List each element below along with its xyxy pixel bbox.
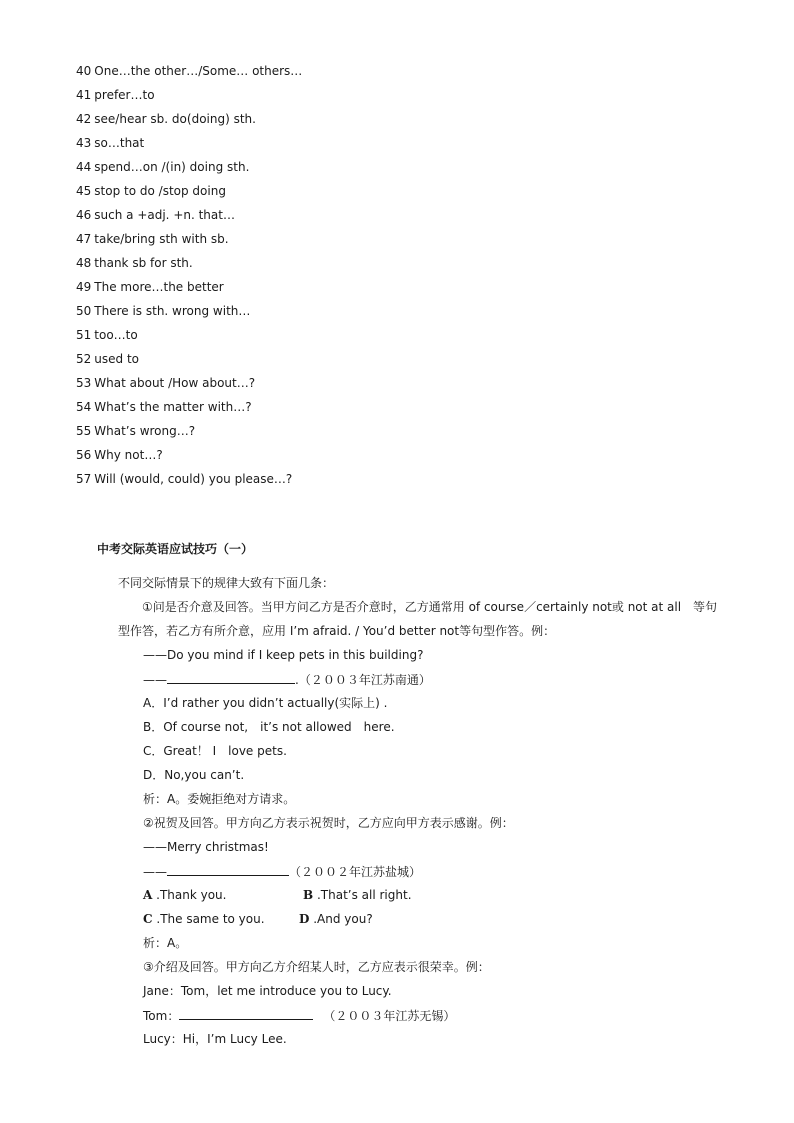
example-2-analysis: 析：A。	[143, 936, 188, 950]
phrase-text: There is sth. wrong with…	[94, 304, 251, 318]
options-row-ab	[143, 887, 412, 903]
list-item	[76, 375, 255, 391]
list-item	[76, 423, 195, 439]
example-1-analysis: 析：A。委婉拒绝对方请求。	[143, 792, 296, 806]
phrase-text: What’s wrong…?	[94, 424, 196, 438]
option-d	[299, 911, 373, 927]
list-item	[76, 327, 138, 343]
phrase-number: 54	[76, 400, 92, 414]
option-text: .The same to you.	[152, 912, 265, 926]
rule-2-text: ②祝贺及回答。甲方向乙方表示祝贺时，乙方应向甲方表示感谢。例：	[143, 816, 514, 830]
option-letter: D	[299, 912, 310, 926]
phrase-text: used to	[94, 352, 139, 366]
list-item	[76, 111, 256, 127]
phrase-number: 42	[76, 112, 92, 126]
list-item	[76, 87, 155, 103]
option-a	[143, 888, 226, 902]
phrase-text: so…that	[94, 136, 145, 150]
option-c: C．Great！ I love pets.	[143, 744, 287, 758]
phrase-text: see/hear sb. do(doing) sth.	[94, 112, 256, 126]
example-2-question: ——Merry christmas!	[143, 840, 269, 854]
list-item	[76, 207, 235, 223]
example-2-answer	[143, 863, 421, 880]
option-text: .And you?	[309, 912, 373, 926]
phrase-number: 44	[76, 160, 92, 174]
option-c	[143, 912, 265, 926]
section-intro: 不同交际情景下的规律大致有下面几条：	[118, 576, 335, 590]
rule-1-text-continued: 型作答，若乙方有所介意，应用 I’m afraid. / You’d better not等句型作答。例：	[118, 624, 556, 638]
phrase-number: 48	[76, 256, 92, 270]
list-item	[76, 351, 139, 367]
phrase-text: prefer…to	[94, 88, 155, 102]
phrase-text: too…to	[94, 328, 138, 342]
phrase-number: 49	[76, 280, 92, 294]
answer-blank	[179, 1007, 313, 1020]
phrase-number: 43	[76, 136, 92, 150]
phrase-number: 55	[76, 424, 92, 438]
option-text: .Thank you.	[152, 888, 227, 902]
phrase-text: stop to do /stop doing	[94, 184, 226, 198]
example-3-line-2	[143, 1007, 455, 1024]
rule-3-text: ③介绍及回答。甲方向乙方介绍某人时，乙方应表示很荣幸。例：	[143, 960, 490, 974]
option-b	[303, 887, 412, 903]
example-3-line-1: Jane：Tom，let me introduce you to Lucy.	[143, 984, 392, 998]
phrase-text: take/bring sth with sb.	[94, 232, 229, 246]
list-item	[76, 63, 302, 79]
option-letter: A	[143, 888, 153, 902]
phrase-number: 51	[76, 328, 92, 342]
phrase-number: 41	[76, 88, 92, 102]
phrase-number: 57	[76, 472, 92, 486]
phrase-text: such a +adj. +n. that…	[94, 208, 235, 222]
dash: ——	[143, 673, 167, 687]
source-note: （２００２年江苏盐城）	[289, 865, 422, 879]
list-item	[76, 279, 224, 295]
phrase-number: 53	[76, 376, 92, 390]
example-1-question: ——Do you mind if I keep pets in this building?	[143, 648, 424, 662]
phrase-number: 46	[76, 208, 92, 222]
phrase-number: 47	[76, 232, 92, 246]
option-a: A．I’d rather you didn’t actually(实际上) .	[143, 696, 388, 710]
answer-blank	[167, 863, 289, 876]
option-d: D．No,you can’t.	[143, 768, 245, 782]
phrase-text: Will (would, could) you please…?	[94, 472, 293, 486]
list-item	[76, 303, 250, 319]
dash: ——	[143, 865, 167, 879]
example-1-answer	[143, 671, 431, 688]
phrase-text: The more…the better	[94, 280, 224, 294]
option-b: B．Of course not, it’s not allowed here.	[143, 720, 395, 734]
phrase-text: Why not…?	[94, 448, 163, 462]
section-title: 中考交际英语应试技巧（一）	[97, 542, 254, 556]
list-item	[76, 135, 144, 151]
phrase-number: 50	[76, 304, 92, 318]
list-item	[76, 255, 193, 271]
phrase-number: 52	[76, 352, 92, 366]
source-note: （２００３年江苏无锡）	[323, 1009, 456, 1023]
source-note: .（２００３年江苏南通）	[295, 673, 431, 687]
phrase-number: 40	[76, 64, 92, 78]
list-item	[76, 447, 163, 463]
list-item	[76, 231, 229, 247]
phrase-text: One…the other…/Some… others…	[94, 64, 303, 78]
phrase-text: What’s the matter with…?	[94, 400, 252, 414]
option-text: .That’s all right.	[313, 888, 412, 902]
phrase-text: What about /How about…?	[94, 376, 256, 390]
phrase-text: thank sb for sth.	[94, 256, 193, 270]
rule-1-text: ①问是否介意及回答。当甲方问乙方是否介意时，乙方通常用 of course／certainly not或 not at all 等句	[142, 600, 718, 614]
list-item	[76, 183, 226, 199]
speaker-prefix: Tom：	[143, 1009, 180, 1023]
option-letter: B	[303, 888, 314, 902]
phrase-number: 56	[76, 448, 92, 462]
option-letter: C	[143, 912, 153, 926]
list-item	[76, 159, 249, 175]
example-3-line-3: Lucy：Hi，I’m Lucy Lee.	[143, 1032, 287, 1046]
list-item	[76, 399, 252, 415]
answer-blank	[167, 671, 295, 684]
phrase-number: 45	[76, 184, 92, 198]
phrase-text: spend…on /(in) doing sth.	[94, 160, 250, 174]
options-row-cd	[143, 911, 373, 927]
list-item	[76, 471, 292, 487]
